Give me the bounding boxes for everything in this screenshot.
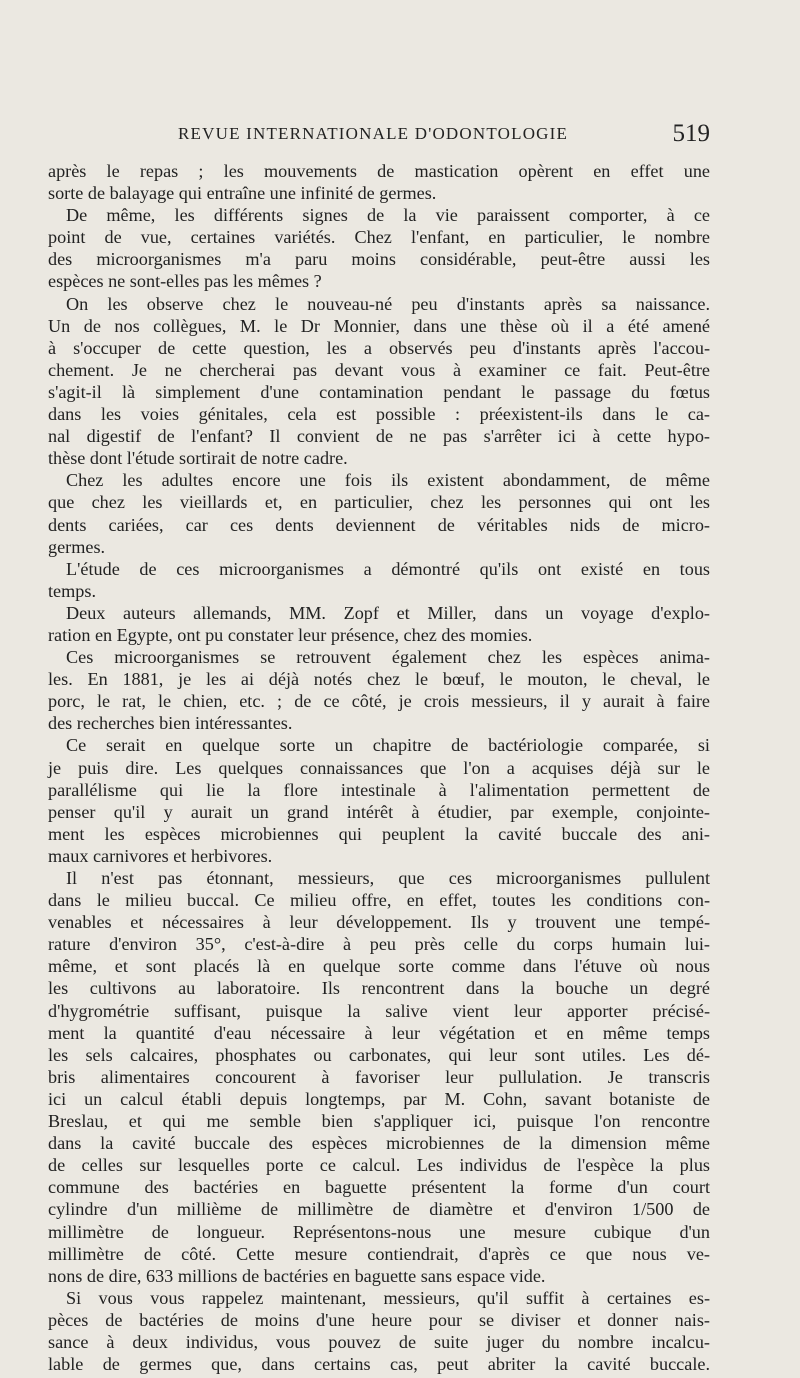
page-number: 519	[672, 120, 710, 147]
text-line: lable de germes que, dans certains cas, peut abriter la cavité buccale.	[48, 1354, 710, 1375]
running-title: REVUE INTERNATIONALE D'ODONTOLOGIE	[178, 124, 569, 143]
text-line: Chez les adultes encore une fois ils existent abondamment, de même	[66, 470, 710, 491]
text-line: Un de nos collègues, M. le Dr Monnier, dans une thèse où il a été amené	[48, 315, 710, 336]
text-line: De même, les différents signes de la vie paraissent comporter, à ce	[66, 205, 710, 226]
text-line: porc, le rat, le chien, etc. ; de ce côté, je crois messieurs, il y aurait à faire	[48, 691, 710, 712]
text-line: point de vue, certaines variétés. Chez l'enfant, en particulier, le nombre	[48, 227, 710, 248]
text-line: dans les voies génitales, cela est possible : préexistent-ils dans le ca-	[48, 404, 710, 425]
text-line: après le repas ; les mouvements de mastication opèrent en effet une	[48, 161, 710, 181]
text-line: thèse dont l'étude sortirait de notre cadre.	[48, 448, 348, 469]
text-line: des recherches bien intéressantes.	[48, 713, 293, 734]
text-line: chement. Je ne chercherai pas devant vous à examiner ce fait. Peut-être	[48, 359, 710, 380]
text-line: penser qu'il y aurait un grand intérêt à étudier, par exemple, conjointe-	[48, 801, 710, 822]
text-line: Breslau, et qui me semble bien s'appliquer ici, puisque l'on rencontre	[48, 1111, 710, 1132]
text-line: que chez les vieillards et, en particulier, chez les personnes qui ont les	[48, 492, 710, 513]
text-line: s'agit-il là simplement d'une contamination pendant le passage du fœtus	[48, 381, 710, 402]
text-line: dans le milieu buccal. Ce milieu offre, en effet, toutes les conditions con-	[48, 890, 710, 911]
text-line: rature d'environ 35°, c'est-à-dire à peu près celle du corps humain lui-	[48, 934, 710, 955]
text-line: des microorganismes m'a paru moins considérable, peut-être aussi les	[48, 249, 710, 270]
text-line: venables et nécessaires à leur développement. Ils y trouvent une tempé-	[48, 912, 710, 933]
text-line: les sels calcaires, phosphates ou carbonates, qui leur sont utiles. Les dé-	[48, 1044, 710, 1065]
text-line: dents cariées, car ces dents deviennent de véritables nids de micro-	[48, 514, 710, 535]
text-line: d'hygrométrie suffisant, puisque la salive vient leur apporter précisé-	[48, 1000, 710, 1021]
text-line: je puis dire. Les quelques connaissances que l'on a acquises déjà sur le	[48, 757, 710, 778]
text-line: ment les espèces microbiennes qui peuplent la cavité buccale des ani-	[48, 823, 710, 844]
text-line: L'étude de ces microorganismes a démontré qu'ils ont existé en tous	[66, 558, 710, 579]
text-line: Ce serait en quelque sorte un chapitre de bactériologie comparée, si	[66, 735, 710, 756]
text-line: temps.	[48, 580, 96, 601]
text-line: dans la cavité buccale des espèces microbiennes de la dimension même	[48, 1133, 710, 1154]
text-line: cylindre d'un millième de millimètre de diamètre et d'environ 1/500 de	[48, 1199, 710, 1220]
text-line: ment la quantité d'eau nécessaire à leur végétation et en même temps	[48, 1022, 710, 1043]
text-line: à s'occuper de cette question, les a observés peu d'instants après l'accou-	[48, 337, 710, 358]
text-line: Il n'est pas étonnant, messieurs, que ces microorganismes pullulent	[66, 868, 710, 888]
text-line: nons de dire, 633 millions de bactéries en baguette sans espace vide.	[48, 1265, 546, 1286]
text-line: bris alimentaires concourent à favoriser leur pullulation. Je transcris	[48, 1066, 710, 1087]
text-line: commune des bactéries en baguette présentent la forme d'un court	[48, 1177, 710, 1198]
text-line: germes.	[48, 536, 106, 557]
text-line: ici un calcul établi depuis longtemps, par M. Cohn, savant botaniste de	[48, 1088, 710, 1109]
text-line: sorte de balayage qui entraîne une infinité de germes.	[48, 183, 437, 204]
text-line: Si vous vous rappelez maintenant, messieurs, qu'il suffit à certaines es-	[66, 1287, 710, 1308]
text-line: Ces microorganismes se retrouvent également chez les espèces anima-	[66, 647, 710, 668]
text-line: millimètre de côté. Cette mesure contiendrait, d'après ce que nous ve-	[48, 1243, 710, 1264]
page-header	[48, 120, 710, 154]
text-line: les cultivons au laboratoire. Ils rencontrent dans la bouche un degré	[48, 978, 710, 999]
text-line: parallélisme qui lie la flore intestinale à l'alimentation permettent de	[48, 779, 710, 800]
text-line: nal digestif de l'enfant? Il convient de ne pas s'arrêter ici à cette hypo-	[48, 426, 710, 447]
text-line: On les observe chez le nouveau-né peu d'instants après sa naissance.	[66, 293, 710, 314]
text-line: de celles sur lesquelles porte ce calcul. Les individus de l'espèce la plus	[48, 1155, 710, 1176]
body-text	[48, 160, 710, 1375]
text-line: ration en Egypte, ont pu constater leur présence, chez des momies.	[48, 624, 533, 645]
text-line: sance à deux individus, vous pouvez de suite juger du nombre incalcu-	[48, 1331, 710, 1352]
text-line: Deux auteurs allemands, MM. Zopf et Miller, dans un voyage d'explo-	[66, 602, 710, 623]
text-line: les. En 1881, je les ai déjà notés chez le bœuf, le mouton, le cheval, le	[48, 669, 710, 690]
text-line: millimètre de longueur. Représentons-nous une mesure cubique d'un	[48, 1221, 710, 1242]
text-line: pèces de bactéries de moins d'une heure pour se diviser et donner nais-	[48, 1309, 710, 1330]
text-line: maux carnivores et herbivores.	[48, 845, 273, 866]
text-line: espèces ne sont-elles pas les mêmes ?	[48, 271, 322, 292]
text-line: même, et sont placés là en quelque sorte comme dans l'étuve où nous	[48, 956, 710, 977]
